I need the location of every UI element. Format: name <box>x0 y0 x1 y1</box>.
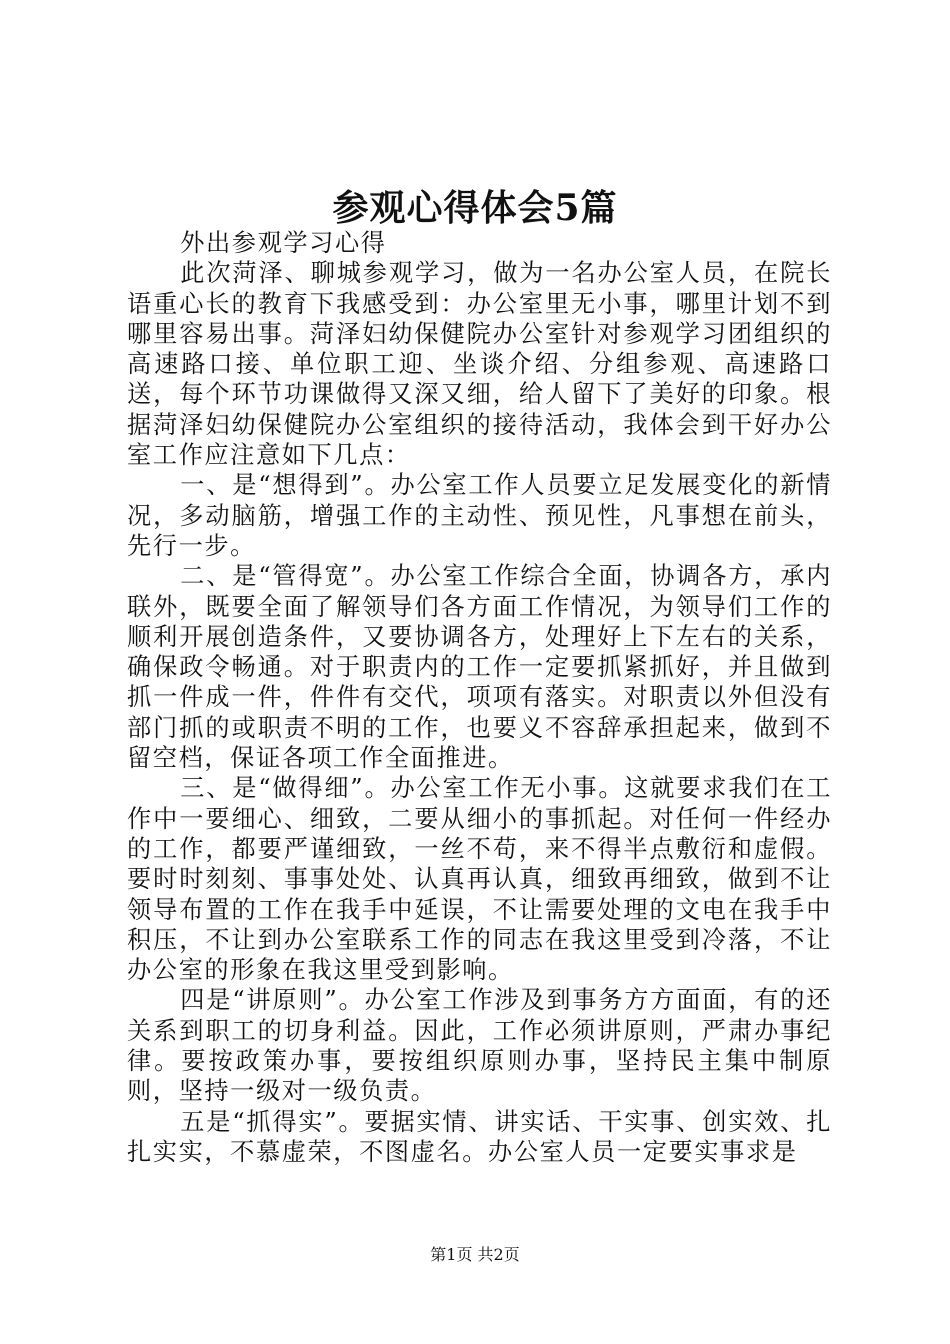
paragraph-point-4: 四是“讲原则”。办公室工作涉及到事务方方面面，有的还关系到职工的切身利益。因此，工作必须讲原则，严肃办事纪律。要按政策办事，要按组织原则办事，坚持民主集中制原则，坚持一级对一级负责。 <box>127 986 832 1106</box>
page-total: 共2页 <box>477 1245 520 1264</box>
paragraph-point-1: 一、是“想得到”。办公室工作人员要立足发展变化的新情况，多动脑筋，增强工作的主动性、预见性，凡事想在前头，先行一步。 <box>127 471 832 560</box>
page-footer <box>0 1244 950 1266</box>
page-number: 第1页 <box>430 1245 473 1264</box>
paragraph-point-3: 三、是“做得细”。办公室工作无小事。这就要求我们在工作中一要细心、细致，二要从细小的事抓起。对任何一件经办的工作，都要严谨细致，一丝不苟，来不得半点敷衍和虚假。要时时刻刻、事事处处、认真再认真，细致再细致，做到不让领导布置的工作在我手中延误，不让需要处理的文电在我手中积压，不让到办公室联系工作的同志在我这里受到冷落，不让办公室的形象在我这里受到影响。 <box>127 774 832 985</box>
document-body <box>127 228 832 1167</box>
paragraph-subtitle: 外出参观学习心得 <box>180 229 387 257</box>
document-title: 参观心得体会5篇 <box>332 187 618 229</box>
paragraph-point-5: 五是“抓得实”。要据实情、讲实话、干实事、创实效、扎扎实实，不慕虚荣，不图虚名。办公室人员一定要实事求是 <box>127 1107 832 1166</box>
paragraph-intro: 此次菏泽、聊城参观学习，做为一名办公室人员，在院长语重心长的教育下我感受到：办公室里无小事，哪里计划不到哪里容易出事。菏泽妇幼保健院办公室针对参观学习团组织的高速路口接、单位职工迎、坐谈介绍、分组参观、高速路口送，每个环节功课做得又深又细，给人留下了美好的印象。根据菏泽妇幼保健院办公室组织的接待活动，我体会到干好办公室工作应注意如下几点： <box>127 259 832 470</box>
paragraph-point-2: 二、是“管得宽”。办公室工作综合全面，协调各方，承内联外，既要全面了解领导们各方面工作情况，为领导们工作的顺利开展创造条件，又要协调各方，处理好上下左右的关系，确保政令畅通。对于职责内的工作一定要抓紧抓好，并且做到抓一件成一件，件件有交代，项项有落实。对职责以外但没有部门抓的或职责不明的工作，也要义不容辞承担起来，做到不留空档，保证各项工作全面推进。 <box>127 562 832 773</box>
